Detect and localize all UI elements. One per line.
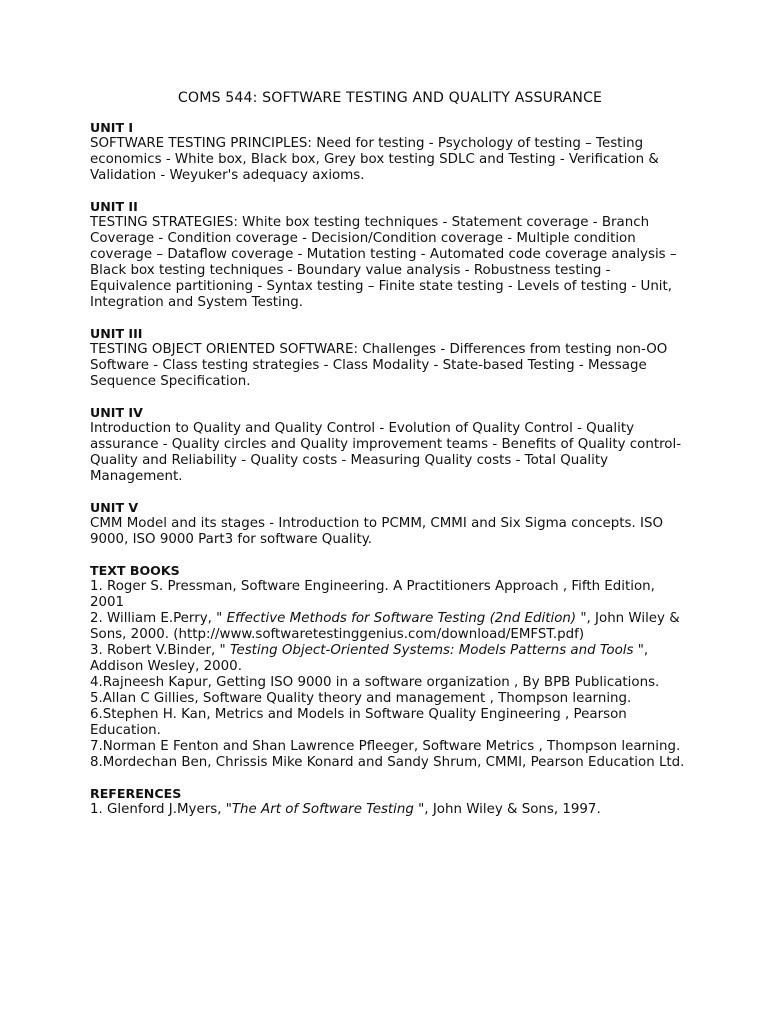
unit-5-body: CMM Model and its stages - Introduction to PCMM, CMMI and Six Sigma concepts. ISO 9000, ISO 9000 Part3 for software Quality. (90, 516, 664, 547)
text-book-item-2-post: ", John Wiley & Sons, 2000. (http://www.softwaretestinggenius.com/download/EMFST.pdf) (90, 611, 680, 642)
document-page (90, 88, 690, 833)
unit-2-heading: UNIT II (90, 199, 138, 214)
unit-5-section (90, 500, 690, 548)
text-book-item-2-title: Effective Methods for Software Testing (2nd Edition) (226, 611, 577, 626)
references-section (90, 786, 690, 818)
text-book-item-3 (90, 643, 690, 675)
document-title: COMS 544: SOFTWARE TESTING AND QUALITY ASSURANCE (177, 90, 603, 106)
unit-2-body: TESTING STRATEGIES: White box testing techniques - Statement coverage - Branch Coverage - Condition coverage - Decision/Condition coverage - Multiple condition coverage – Dataflow coverage - Mutation testing - Automated code coverage analysis – Black box testing techniques - Boundary value analysis - Robustness testing - Equivalence partitioning - Syntax testing – Finite state testing - Levels of testing - Unit, Integration and System Testing. (90, 215, 677, 310)
unit-4-body: Introduction to Quality and Quality Control - Evolution of Quality Control - Quality assurance - Quality circles and Quality improvement teams - Benefits of Quality control- Quality and Reliability - Quality costs - Measuring Quality costs - Total Quality Management. (90, 421, 682, 484)
text-book-item-3-pre: 3. Robert V.Binder, " (90, 643, 230, 658)
reference-item-1-pre: 1. Glenford J.Myers, " (90, 802, 232, 817)
unit-2-section (90, 199, 690, 311)
unit-1-heading: UNIT I (90, 120, 134, 135)
text-book-item-2 (90, 611, 690, 643)
unit-3-heading: UNIT III (90, 326, 143, 341)
unit-4-section (90, 405, 690, 485)
text-book-item-5: 5.Allan C Gillies, Software Quality theory and management , Thompson learning. (90, 691, 632, 706)
unit-4-heading: UNIT IV (90, 405, 143, 420)
reference-item-1-post: ", John Wiley & Sons, 1997. (413, 802, 601, 817)
text-book-item-4: 4.Rajneesh Kapur, Getting ISO 9000 in a software organization , By BPB Publications. (90, 675, 660, 690)
unit-1-body: SOFTWARE TESTING PRINCIPLES: Need for testing - Psychology of testing – Testing economics - White box, Black box, Grey box testing SDLC and Testing - Verification & Validation - Weyuker's adequacy axioms. (90, 136, 659, 183)
text-book-item-3-post: ", Addison Wesley, 2000. (90, 643, 649, 674)
text-book-item-6: 6.Stephen H. Kan, Metrics and Models in Software Quality Engineering , Pearson Education. (90, 707, 627, 738)
text-books-heading: TEXT BOOKS (90, 563, 180, 578)
reference-item-1 (90, 802, 690, 818)
text-book-item-3-title: Testing Object-Oriented Systems: Models Patterns and Tools (229, 643, 634, 658)
unit-5-heading: UNIT V (90, 500, 139, 515)
text-books-section (90, 563, 690, 771)
unit-3-section (90, 326, 690, 390)
unit-1-section (90, 120, 690, 184)
text-book-item-7: 7.Norman E Fenton and Shan Lawrence Pfleeger, Software Metrics , Thompson learning. (90, 739, 681, 754)
reference-item-1-title: The Art of Software Testing (231, 802, 414, 817)
text-book-item-1: 1. Roger S. Pressman, Software Engineering. A Practitioners Approach , Fifth Edition, 2001 (90, 579, 655, 610)
text-book-item-8: 8.Mordechan Ben, Chrissis Mike Konard and Sandy Shrum, CMMI, Pearson Education Ltd. (90, 755, 685, 770)
references-heading: REFERENCES (90, 786, 182, 801)
unit-3-body: TESTING OBJECT ORIENTED SOFTWARE: Challenges - Differences from testing non-OO Software - Class testing strategies - Class Modality - State-based Testing - Message Sequence Specification. (90, 342, 668, 389)
text-book-item-2-pre: 2. William E.Perry, " (90, 611, 227, 626)
